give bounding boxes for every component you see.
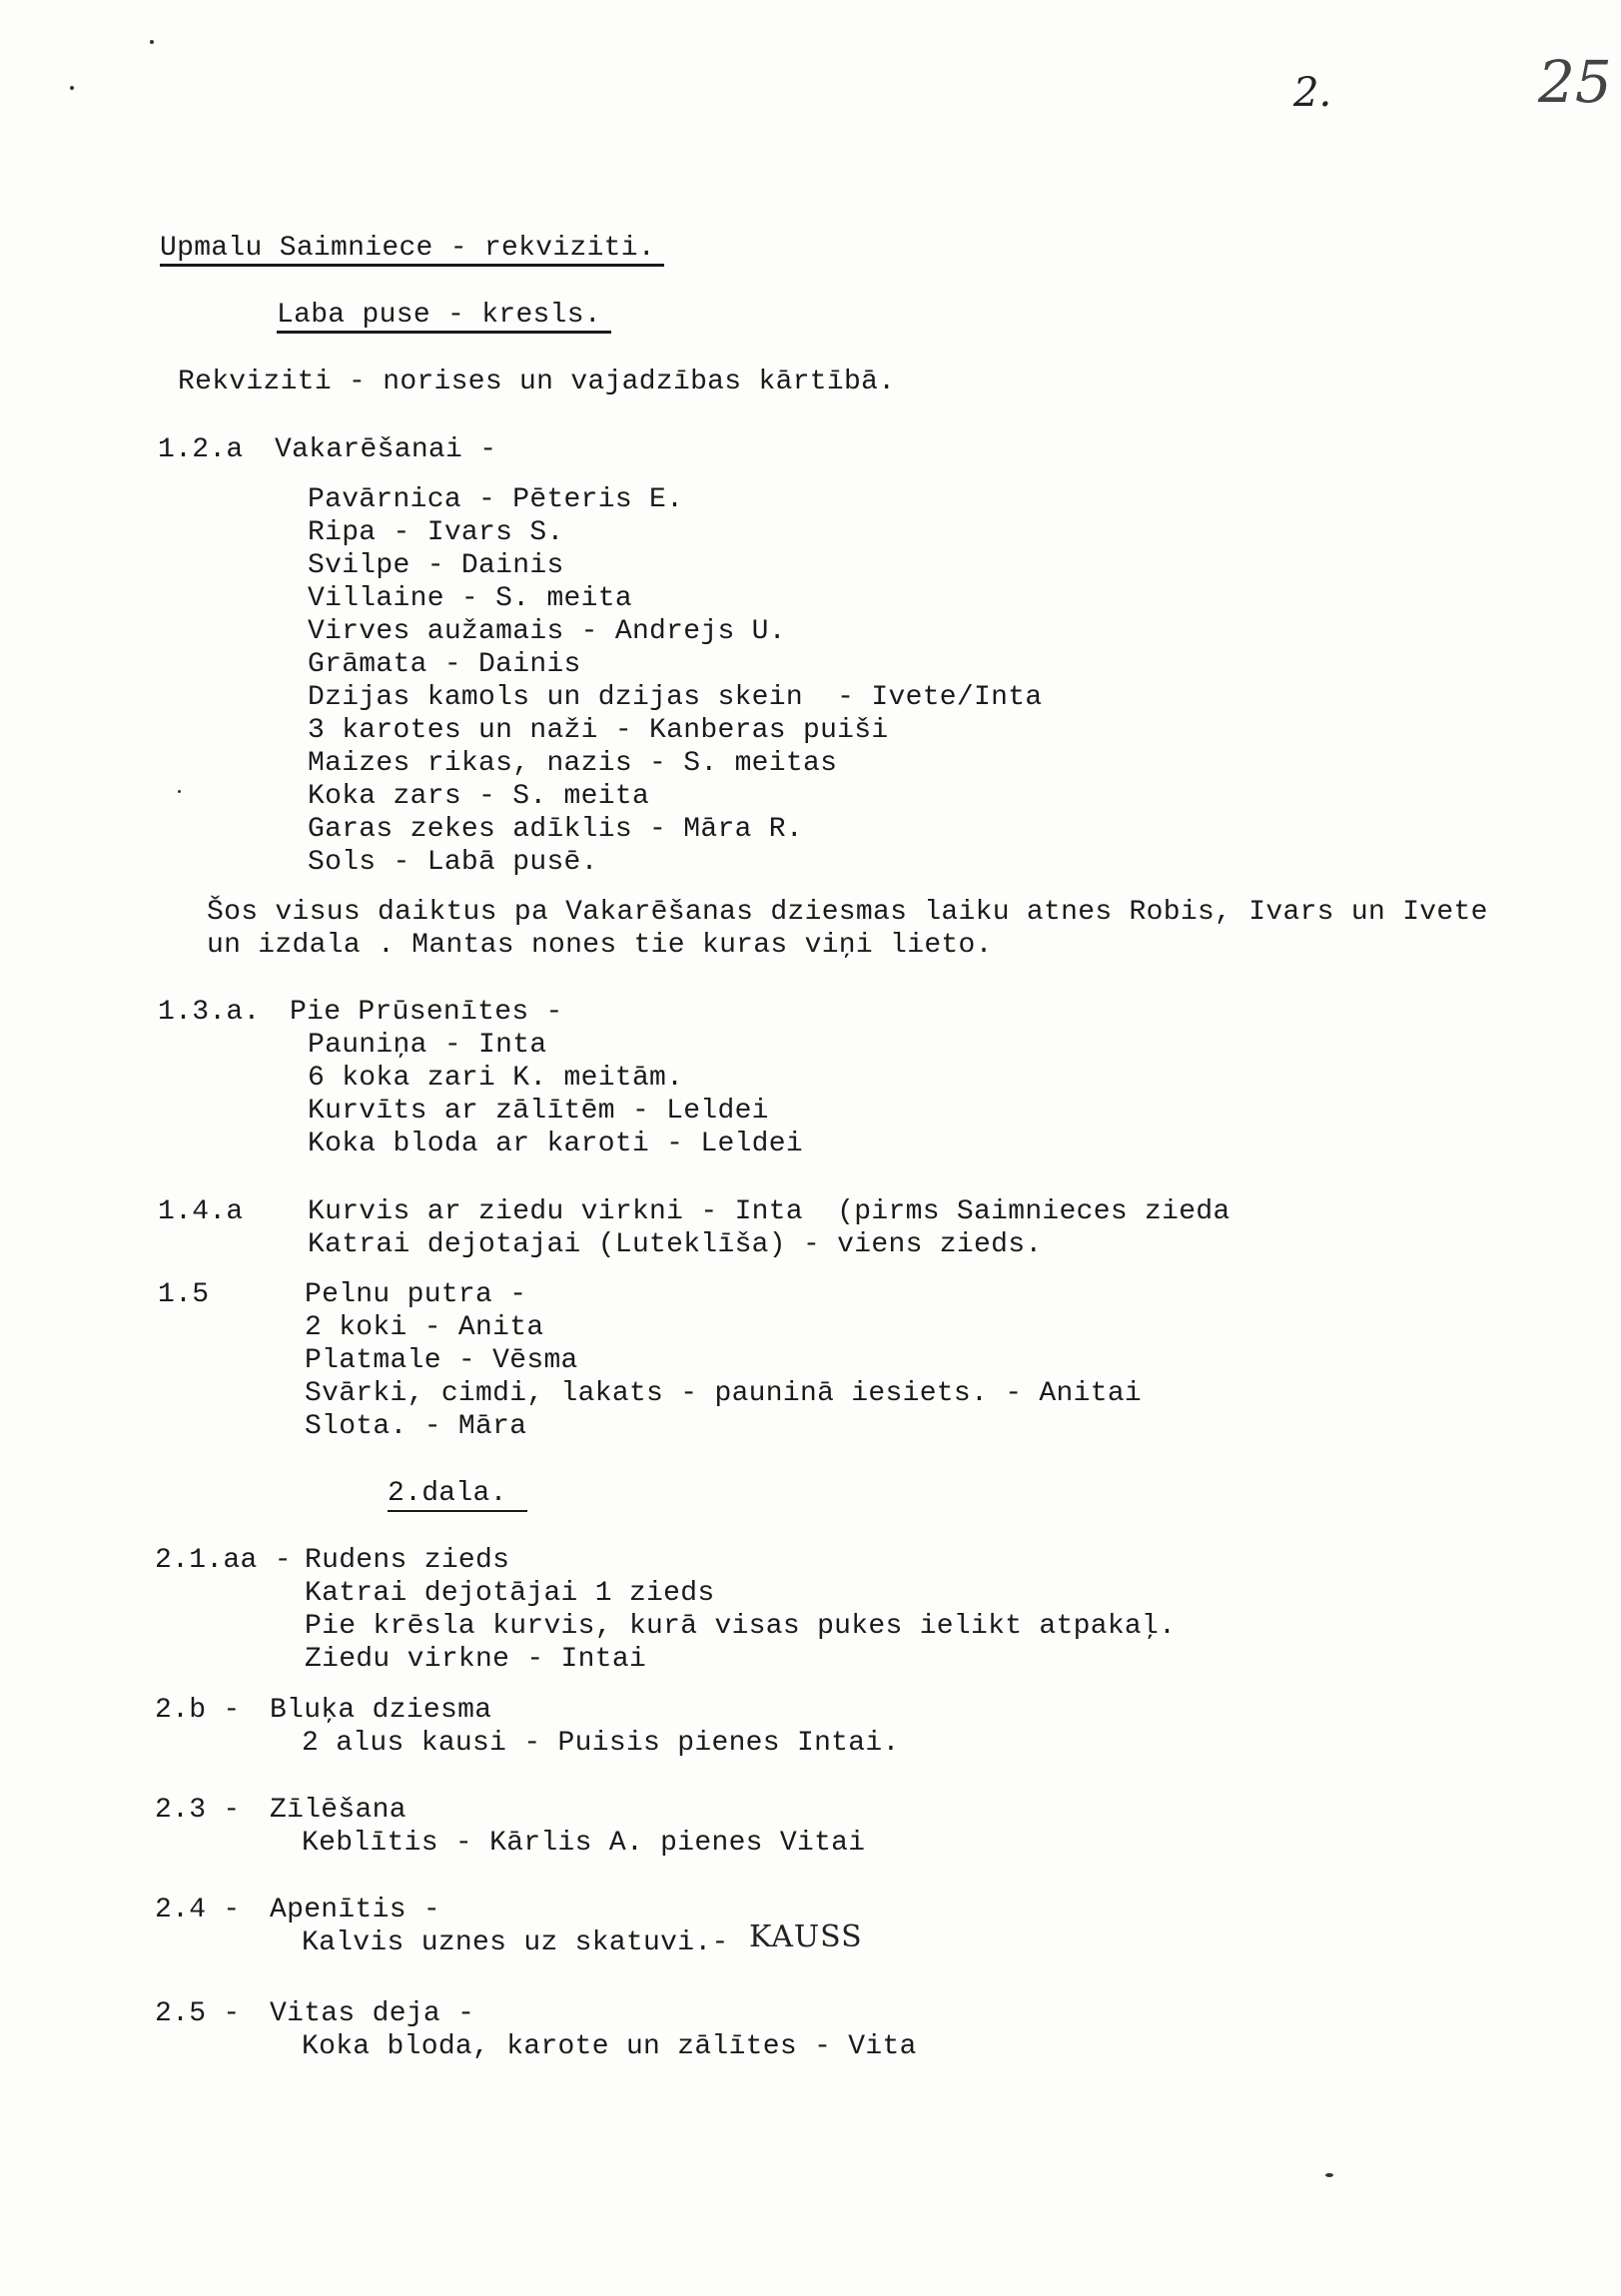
list-item: 6 koka zari K. meitām. (308, 1063, 684, 1094)
section-number: 2.1.aa - (155, 1545, 292, 1576)
list-item: Katrai dejotājai 1 zieds (305, 1578, 715, 1609)
list-item: Koka bloda ar karoti - Leldei (308, 1129, 803, 1159)
note-line: un izdala . Mantas nones tie kuras viņi lieto. (207, 930, 993, 961)
list-item: Maizes rikas, nazis - S. meitas (308, 748, 838, 779)
section-heading: Vakarēšanai - (275, 434, 497, 465)
list-item: 2 koki - Anita (305, 1312, 544, 1343)
section-number: 1.2.a (158, 434, 244, 465)
list-item: Sols - Labā pusē. (308, 847, 598, 878)
document-subtitle: Laba puse - kresls. (277, 300, 601, 331)
list-item: Dzijas kamols un dzijas skein - Ivete/Inta (308, 682, 1043, 713)
intro-line: Rekviziti - norises un vajadzības kārtībā. (178, 367, 896, 397)
archive-number-handwritten: 25 (1538, 48, 1612, 116)
section-number: 2.b - (155, 1695, 241, 1726)
list-item: Katrai dejotajai (Luteklīša) - viens zieds. (308, 1229, 1043, 1260)
section-heading: Rudens zieds (305, 1545, 510, 1576)
part-heading: 2.dala. (388, 1478, 507, 1509)
section-heading: Bluķa dziesma (270, 1695, 492, 1726)
part-heading-underline (388, 1510, 527, 1512)
list-item: Platmale - Vēsma (305, 1345, 578, 1376)
list-item: Kurvīts ar zālītēm - Leldei (308, 1096, 769, 1127)
paper-speck (1325, 2173, 1333, 2177)
list-item: Slota. - Māra (305, 1411, 527, 1442)
title-underline (160, 264, 664, 267)
list-item: Kurvis ar ziedu virkni - Inta (pirms Saimnieces zieda (308, 1196, 1230, 1227)
list-item: Svārki, cimdi, lakats - pauninā iesiets. - Anitai (305, 1378, 1143, 1409)
section-number: 1.4.a (158, 1196, 244, 1227)
list-item: Ripa - Ivars S. (308, 517, 564, 548)
list-item: Villaine - S. meita (308, 583, 632, 614)
section-heading: Apenītis - (270, 1895, 441, 1925)
section-heading: Pie Prūsenītes - (290, 997, 563, 1028)
list-item: Pie krēsla kurvis, kurā visas pukes ielikt atpakaļ. (305, 1611, 1177, 1642)
subtitle-underline (277, 331, 611, 334)
page-number-handwritten: 2. (1293, 70, 1332, 116)
section-number: 2.4 - (155, 1895, 241, 1925)
list-item: Kalvis uznes uz skatuvi.- (302, 1927, 729, 1958)
list-item: Pauniņa - Inta (308, 1030, 547, 1061)
paper-speck (70, 86, 74, 90)
section-number: 2.5 - (155, 1998, 241, 2029)
list-item: Ziedu virkne - Intai (305, 1644, 647, 1675)
list-item: Garas zekes adīklis - Māra R. (308, 814, 803, 845)
section-number: 1.5 (158, 1279, 210, 1310)
list-item: Keblītis - Kārlis A. pienes Vitai (302, 1828, 866, 1859)
section-number: 2.3 - (155, 1795, 241, 1826)
section-number: 1.3.a. (158, 997, 261, 1028)
list-item: Koka zars - S. meita (308, 781, 650, 812)
list-item: Pavārnica - Pēteris E. (308, 484, 684, 515)
section-heading: Zīlēšana (270, 1795, 406, 1826)
list-item: Pelnu putra - (305, 1279, 527, 1310)
list-item: 2 alus kausi - Puisis pienes Intai. (302, 1728, 900, 1759)
document-title: Upmalu Saimniece - rekviziti. (160, 233, 655, 264)
list-item: Koka bloda, karote un zālītes - Vita (302, 2031, 917, 2062)
paper-speck (150, 40, 154, 44)
list-item: Svilpe - Dainis (308, 550, 564, 581)
list-item: Grāmata - Dainis (308, 649, 581, 680)
handwritten-note: KAUSS (749, 1919, 863, 1954)
note-line: Šos visus daiktus pa Vakarēšanas dziesmas laiku atnes Robis, Ivars un Ivete (207, 897, 1488, 928)
section-heading: Vitas deja - (270, 1998, 475, 2029)
paper-speck (178, 790, 181, 793)
list-item: Virves aužamais - Andrejs U. (308, 616, 786, 647)
list-item: 3 karotes un naži - Kanberas puiši (308, 715, 889, 746)
